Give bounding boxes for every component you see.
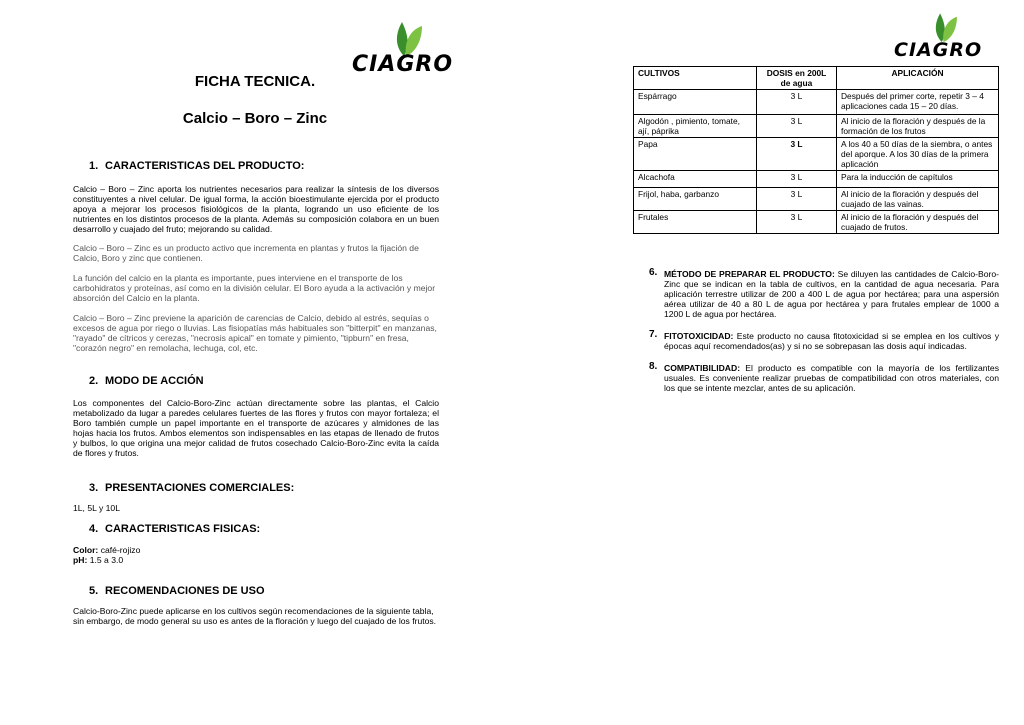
- cell-aplicacion: Al inicio de la floración y después del cuajado de frutos.: [837, 211, 999, 234]
- header-dosis: DOSIS en 200L de agua: [757, 67, 837, 90]
- cell-dosis: 3 L: [757, 115, 837, 138]
- cell-dosis: 3 L: [757, 188, 837, 211]
- table-row: [634, 188, 999, 211]
- table-row: [634, 90, 999, 115]
- ciagro-logo-right: [893, 10, 1001, 62]
- section-1-paragraph-3: La función del calcio en la planta es importante, pues interviene en el transporte de los carbohidratos y proteínas, así como en la división celular. El Boro ayuda a la activación y mejor absorción del Calcio en la planta.: [73, 273, 436, 303]
- product-name: Calcio – Boro – Zinc: [182, 110, 328, 127]
- table-row: [634, 138, 999, 171]
- document-title: FICHA TECNICA.: [194, 73, 316, 90]
- table-row: [634, 211, 999, 234]
- header-cultivos: CULTIVOS: [634, 67, 757, 90]
- cell-dosis: 3 L: [757, 90, 837, 115]
- cell-cultivo: Frijol, haba, garbanzo: [634, 188, 757, 211]
- presentations-text: 1L, 5L y 10L: [73, 503, 120, 513]
- section-3-heading: 3. PRESENTACIONES COMERCIALES:: [89, 482, 295, 494]
- cell-dosis: 3 L: [757, 138, 837, 171]
- item-7-phytotoxicity: 7. FITOTOXICIDAD: Este producto no causa fitotoxicidad si se emplea en los cultivos y épocas aquí recomendados(as) y si no se sobrepasan las dosis aquí indicadas.: [649, 329, 999, 351]
- section-5-paragraph: Calcio-Boro-Zinc puede aplicarse en los cultivos según recomendaciones de la siguiente tabla, sin embargo, de modo general su uso es antes de la floración y luego del cuajado de los frutos.: [73, 606, 437, 626]
- ciagro-logo-left: [350, 18, 472, 78]
- cell-cultivo: Espárrago: [634, 90, 757, 115]
- cell-cultivo: Papa: [634, 138, 757, 171]
- section-1-paragraph-1: Calcio – Boro – Zinc aporta los nutrientes necesarios para realizar la síntesis de los diversos constituyentes a nivel celular. De igual forma, la acción bioestimulante ejercida por el producto apoya a mejorar los procesos fisiológicos de la planta, logrando un uso eficiente de los nutrientes en los distintos procesos de la planta. Además su composición colabora en un buen desarrollo y cuajado del fruto; mejorando su calidad.: [73, 184, 439, 234]
- logo-wordmark: CIAGRO: [894, 39, 983, 61]
- physical-ph: pH: 1.5 a 3.0: [73, 555, 124, 565]
- section-1-paragraph-2: Calcio – Boro – Zinc es un producto activo que incrementa en plantas y frutos la fijación de Calcio, Boro y zinc que contienen.: [73, 243, 419, 263]
- cell-cultivo: Frutales: [634, 211, 757, 234]
- section-1-heading: 1. CARACTERISTICAS DEL PRODUCTO:: [89, 160, 305, 172]
- section-2-heading: 2. MODO DE ACCIÓN: [89, 375, 204, 387]
- cell-aplicacion: Para la inducción de capítulos: [837, 171, 999, 188]
- cell-dosis: 3 L: [757, 211, 837, 234]
- logo-wordmark: CIAGRO: [352, 52, 454, 77]
- section-4-heading: 4. CARACTERISTICAS FISICAS:: [89, 523, 261, 535]
- section-2-paragraph: Los componentes del Calcio-Boro-Zinc actúan directamente sobre las plantas, el Calcio metabolizado da lugar a paredes celulares fuertes de las flores y frutos con mayor fortaleza; el Boro también cumple un papel importante en el transporte de azúcares y almidones de las hojas hacia los frutos. Ambos elementos son indispensables en las etapas de llenado de frutos y bulbos, lo que origina una mejor calidad de frutos cosechado Calcio-Boro-Zinc evita la caída de flores y frutos.: [73, 398, 439, 458]
- physical-color: Color: café-rojizo: [73, 545, 141, 555]
- table-row: [634, 171, 999, 188]
- cell-dosis: 3 L: [757, 171, 837, 188]
- cell-aplicacion: A los 40 a 50 días de la siembra, o antes del aporque. A los 30 días de la primera aplicación: [837, 138, 999, 171]
- table-row: [634, 115, 999, 138]
- crop-dosage-table: [633, 66, 999, 234]
- cell-cultivo: Alcachofa: [634, 171, 757, 188]
- item-6-preparation-method: 6. MÉTODO DE PREPARAR EL PRODUCTO: Se diluyen las cantidades de Calcio-Boro-Zinc que se indican en la tabla de cultivos, en la cantidad de agua necesaria. Para aplicación terrestre utilizar de 200 a 400 L de agua por hectárea; para una aspersión aérea utilizar de 40 a 80 L de agua por hectárea y para frutales emplear de 1000 a 1200 L de agua por hectárea.: [649, 267, 999, 319]
- cell-cultivo: Algodón , pimiento, tomate, ají, páprika: [634, 115, 757, 138]
- cell-aplicacion: Después del primer corte, repetir 3 – 4 aplicaciones cada 15 – 20 días.: [837, 90, 999, 115]
- table-header-row: [634, 67, 999, 90]
- section-5-heading: 5. RECOMENDACIONES DE USO: [89, 585, 265, 597]
- section-1-paragraph-4: Calcio – Boro – Zinc previene la aparición de carencias de Calcio, debido al estrés, sequías o excesos de agua por riego o lluvias. Las fisiopatías más habituales son "bitterpit" en manzanas, "rayado" de cítricos y cerezas, "necrosis apical" en tomate y pimiento, "tipburn" en fresa, "corazón negro" en remolacha, lechuga, col, etc.: [73, 313, 437, 353]
- cell-aplicacion: Al inicio de la floración y después del cuajado de las vainas.: [837, 188, 999, 211]
- header-aplicacion: APLICACIÓN: [837, 67, 999, 90]
- cell-aplicacion: Al inicio de la floración y después de la formación de los frutos: [837, 115, 999, 138]
- leaf-icon: [933, 10, 959, 42]
- item-8-compatibility: 8. COMPATIBILIDAD: El producto es compatible con la mayoría de los fertilizantes usuales. Es conveniente realizar pruebas de compatibilidad con otros materiales, con los que se intente mezclar, antes de su aplicación.: [649, 361, 999, 393]
- leaf-icon: [394, 18, 424, 56]
